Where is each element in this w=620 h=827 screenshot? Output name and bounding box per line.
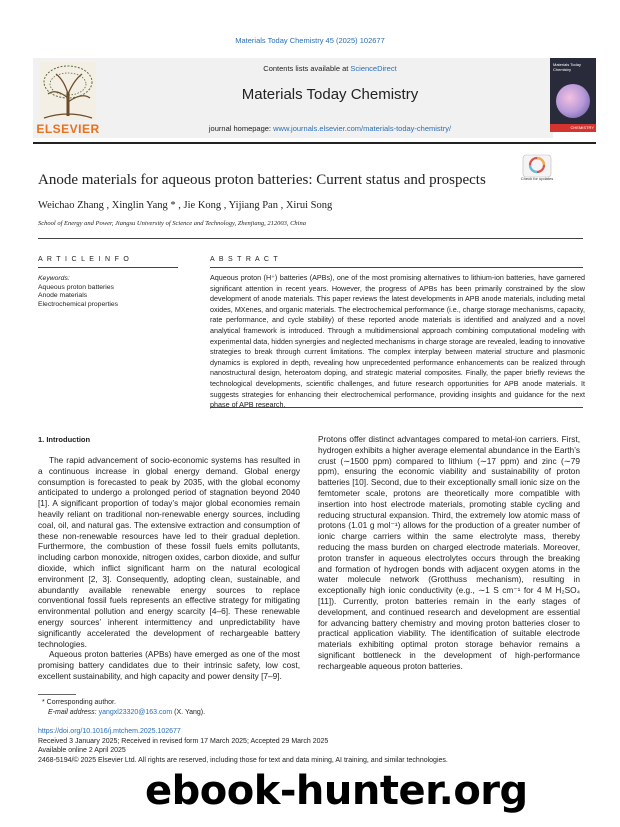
keywords-block: [38, 275, 178, 309]
received-dates: Received 3 January 2025; Received in revised form 17 March 2025; Accepted 29 March 2025: [38, 737, 329, 745]
body-column-right: [318, 434, 580, 672]
check-updates-label: Check for updates: [520, 176, 554, 181]
cover-band: CHEMISTRY: [550, 124, 596, 132]
abstract-bottom-rule: [210, 407, 583, 408]
email-suffix: (X. Yang).: [172, 709, 206, 716]
email-label: E-mail address:: [48, 709, 99, 716]
abstract-text: Aqueous proton (H⁺) batteries (APBs), one of the most promising alternatives to lithium-ion batteries, have garnered significant attention in recent years. However, the progress of APBs has been primarily constrained by the slow development of anode materials. This paper reviews the latest developments in APB anode materials, including metal oxides, MXenes, and organic materials. The electrochemical performance (i.e., charge storage mechanisms, capacity, rate performance, and cycle stability) of these reported anode materials is identified and analyzed and a novel analytical framework is introduced. Through a multidimensional approach combining computational modeling with experimental data, hidden synergies and neglected mechanisms in charge storage are revealed, leading to innovative strategies to break through current limitations. The complex interplay between material structure and plasmonic dynamics is explored in depth, revealing how unprecedented performance enhancements can be realized through nanostructural design, heteroatom doping, and strategic material composites. Finally, the paper briefly reviews the technological developments, scientific challenges, and future research opportunities for APB anode materials. It suggests strategies for enhancing their electrochemical performance, providing insights and guidance for the next phase of APB research.: [210, 273, 585, 410]
sciencedirect-link[interactable]: ScienceDirect: [350, 64, 397, 73]
elsevier-wordmark[interactable]: ELSEVIER: [36, 122, 100, 136]
watermark-text: ebook-hunter.org: [145, 768, 528, 814]
doi-link[interactable]: https://doi.org/10.1016/j.mtchem.2025.102677: [38, 728, 181, 735]
contents-prefix: Contents lists available at: [263, 64, 351, 73]
section-heading-introduction: 1. Introduction: [38, 435, 91, 444]
publication-info: [38, 727, 598, 765]
keyword-item[interactable]: Anode materials: [38, 292, 88, 299]
author-email-link[interactable]: yangxl23320@163.com: [98, 709, 173, 716]
keyword-item[interactable]: Aqueous proton batteries: [38, 283, 114, 291]
cover-title: Materials Today Chemistry: [553, 62, 581, 72]
abstract-heading: A B S T R A C T: [210, 256, 279, 263]
abstract-rule: [210, 267, 583, 268]
homepage-line: [120, 124, 540, 133]
affiliation-rule: [38, 238, 583, 239]
check-for-updates-button[interactable]: [517, 154, 557, 184]
homepage-link[interactable]: www.journals.elsevier.com/materials-today-chemistry/: [273, 124, 452, 133]
keyword-item[interactable]: Electrochemical properties: [38, 300, 119, 308]
check-updates-icon: [517, 154, 557, 178]
corresponding-author-note: * Corresponding author.: [42, 699, 116, 706]
author-list[interactable]: Weichao Zhang , Xinglin Yang * , Jie Kong , Yijiang Pan , Xirui Song: [38, 200, 333, 211]
contents-line: [120, 64, 540, 73]
paragraph: Aqueous proton batteries (APBs) have emerged as one of the most promising battery candidates due to their intrinsic safety, low cost, excellent sustainability, and high capacity and power density [7–9].: [38, 649, 300, 681]
footnote: [38, 698, 338, 718]
article-title: Anode materials for aqueous proton batteries: Current status and prospects: [38, 172, 486, 188]
affiliation: School of Energy and Power, Jiangsu University of Science and Technology, Zhenjiang, 212003, China: [38, 220, 306, 227]
paragraph: The rapid advancement of socio-economic systems has resulted in a continuous increase in global energy demand. Global energy consumption is forecasted to peak by 2035, with the global economy anticipated to undergo a prolonged period of stagnation beyond 2040 [1]. A significant proportion of today’s major global economies remain heavily reliant on traditional non-renewable energy sources, including coal, oil, and natural gas. The extensive extraction and consumption of these non-renewable resources have led to their gradual depletion. Furthermore, the combustion of these fossil fuels emits pollutants, including carbon monoxide, nitrogen oxides, carbon dioxide, and sulfur dioxide, which inflict significant harm on the natural ecological environment [2, 3]. Consequently, adopting clean, sustainable, and abundantly available renewable energy sources to replace conventional fossil fuels represents an effective strategy for mitigating environmental pollution and energy scarcity [4–6]. These renewable energy sources’ inherent intermittency and unpredictability have significantly accelerated the development of rechargeable battery technologies.: [38, 455, 300, 649]
copyright-notice: 2468-5194/© 2025 Elsevier Ltd. All rights are reserved, including those for text and data mining, AI training, and similar technologies.: [38, 756, 448, 764]
keywords-label: Keywords:: [38, 275, 70, 282]
header-rule: [33, 142, 596, 144]
footnote-rule: [38, 694, 76, 695]
homepage-prefix: journal homepage:: [208, 124, 274, 133]
cover-artwork: [556, 84, 590, 118]
paragraph: Protons offer distinct advantages compared to metal-ion carriers. First, hydrogen exhibits a higher average elemental abundance in the Earth’s crust (∼1500 ppm) compared to lithium (∼17 ppm) and zinc (∼79 ppm), ensuring the economic viability and sustainability of proton batteries [10]. Second, due to their exceptionally small ionic size on the femtometer scale, protons are theoretically more compatible with insertion into host electrode materials, promoting stable cycling and reducing structural expansion. Third, the extremely low atomic mass of protons (1.01 g mol⁻¹) allows for the production of a greater number of ionic charge carriers within the same electrolyte mass, thereby reducing the mass burden on charged electrode materials. Moreover, proton transfer in aqueous electrolytes occurs through the breaking and formation of hydrogen bonds with adjacent oxygen atoms in the water molecule network (Grotthuss mechanism), resulting in exceptionally high ionic conductivity (e.g., ∼1 S cm⁻¹ for 4 M H₂SO₄ [11]). Currently, proton batteries remain in the early stages of development, and continued research and development are essential for advancing battery chemistry and moving proton batteries closer to practical application viability. The identification of suitable electrode materials exhibiting optimal proton storage behavior remains a significant bottleneck in the development of high-performance rechargeable aqueous proton batteries.: [318, 434, 580, 671]
journal-reference[interactable]: Materials Today Chemistry 45 (2025) 102677: [235, 36, 385, 45]
journal-title[interactable]: Materials Today Chemistry: [241, 86, 419, 103]
body-column-left: [38, 455, 300, 682]
article-info-rule: [38, 267, 178, 268]
available-online: Available online 2 April 2025: [38, 747, 126, 754]
journal-cover-image[interactable]: [550, 58, 596, 132]
article-info-heading: A R T I C L E I N F O: [38, 256, 131, 263]
